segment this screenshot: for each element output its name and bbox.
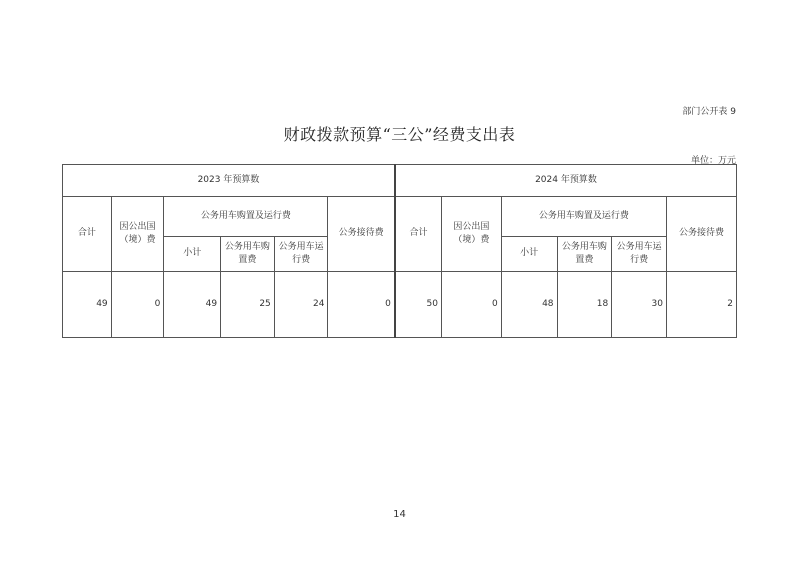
page-number: 14 xyxy=(393,509,406,520)
header-vehicle-operation-2024: 公务用车运行费 xyxy=(612,237,667,271)
page-title: 财政拨款预算“三公”经费支出表 xyxy=(283,125,516,144)
category-header-row xyxy=(63,197,737,237)
budget-table xyxy=(62,164,737,338)
unit-label: 单位：万元 xyxy=(690,156,736,166)
header-vehicle-group-2024: 公务用车购置及运行费 xyxy=(501,197,666,237)
cell-abroad-2023: 0 xyxy=(111,271,164,337)
cell-subtotal-2023: 49 xyxy=(164,271,221,337)
header-total-2024: 合计 xyxy=(395,197,442,271)
header-subtotal-2023: 小计 xyxy=(164,237,221,271)
document-id: 部门公开表 9 xyxy=(682,107,736,117)
year-2023-header: 2023 年预算数 xyxy=(63,165,395,197)
cell-vehicle-operation-2023: 24 xyxy=(274,271,328,337)
cell-reception-2024: 2 xyxy=(666,271,736,337)
header-subtotal-2024: 小计 xyxy=(501,237,557,271)
header-total-2023: 合计 xyxy=(63,197,112,271)
year-2024-header: 2024 年预算数 xyxy=(395,165,737,197)
header-vehicle-purchase-2024: 公务用车购置费 xyxy=(557,237,612,271)
header-abroad-2024: 因公出国（境）费 xyxy=(442,197,502,271)
cell-reception-2023: 0 xyxy=(328,271,395,337)
header-reception-2024: 公务接待费 xyxy=(666,197,736,271)
header-vehicle-operation-2023: 公务用车运行费 xyxy=(274,237,328,271)
header-abroad-2023: 因公出国（境）费 xyxy=(111,197,164,271)
cell-subtotal-2024: 48 xyxy=(501,271,557,337)
cell-vehicle-operation-2024: 30 xyxy=(612,271,667,337)
cell-total-2024: 50 xyxy=(395,271,442,337)
header-vehicle-purchase-2023: 公务用车购置费 xyxy=(221,237,275,271)
year-header-row xyxy=(63,165,737,197)
cell-total-2023: 49 xyxy=(63,271,112,337)
cell-vehicle-purchase-2024: 18 xyxy=(557,271,612,337)
header-reception-2023: 公务接待费 xyxy=(328,197,395,271)
table-row xyxy=(63,271,737,337)
cell-vehicle-purchase-2023: 25 xyxy=(221,271,275,337)
cell-abroad-2024: 0 xyxy=(442,271,502,337)
header-vehicle-group-2023: 公务用车购置及运行费 xyxy=(164,197,328,237)
